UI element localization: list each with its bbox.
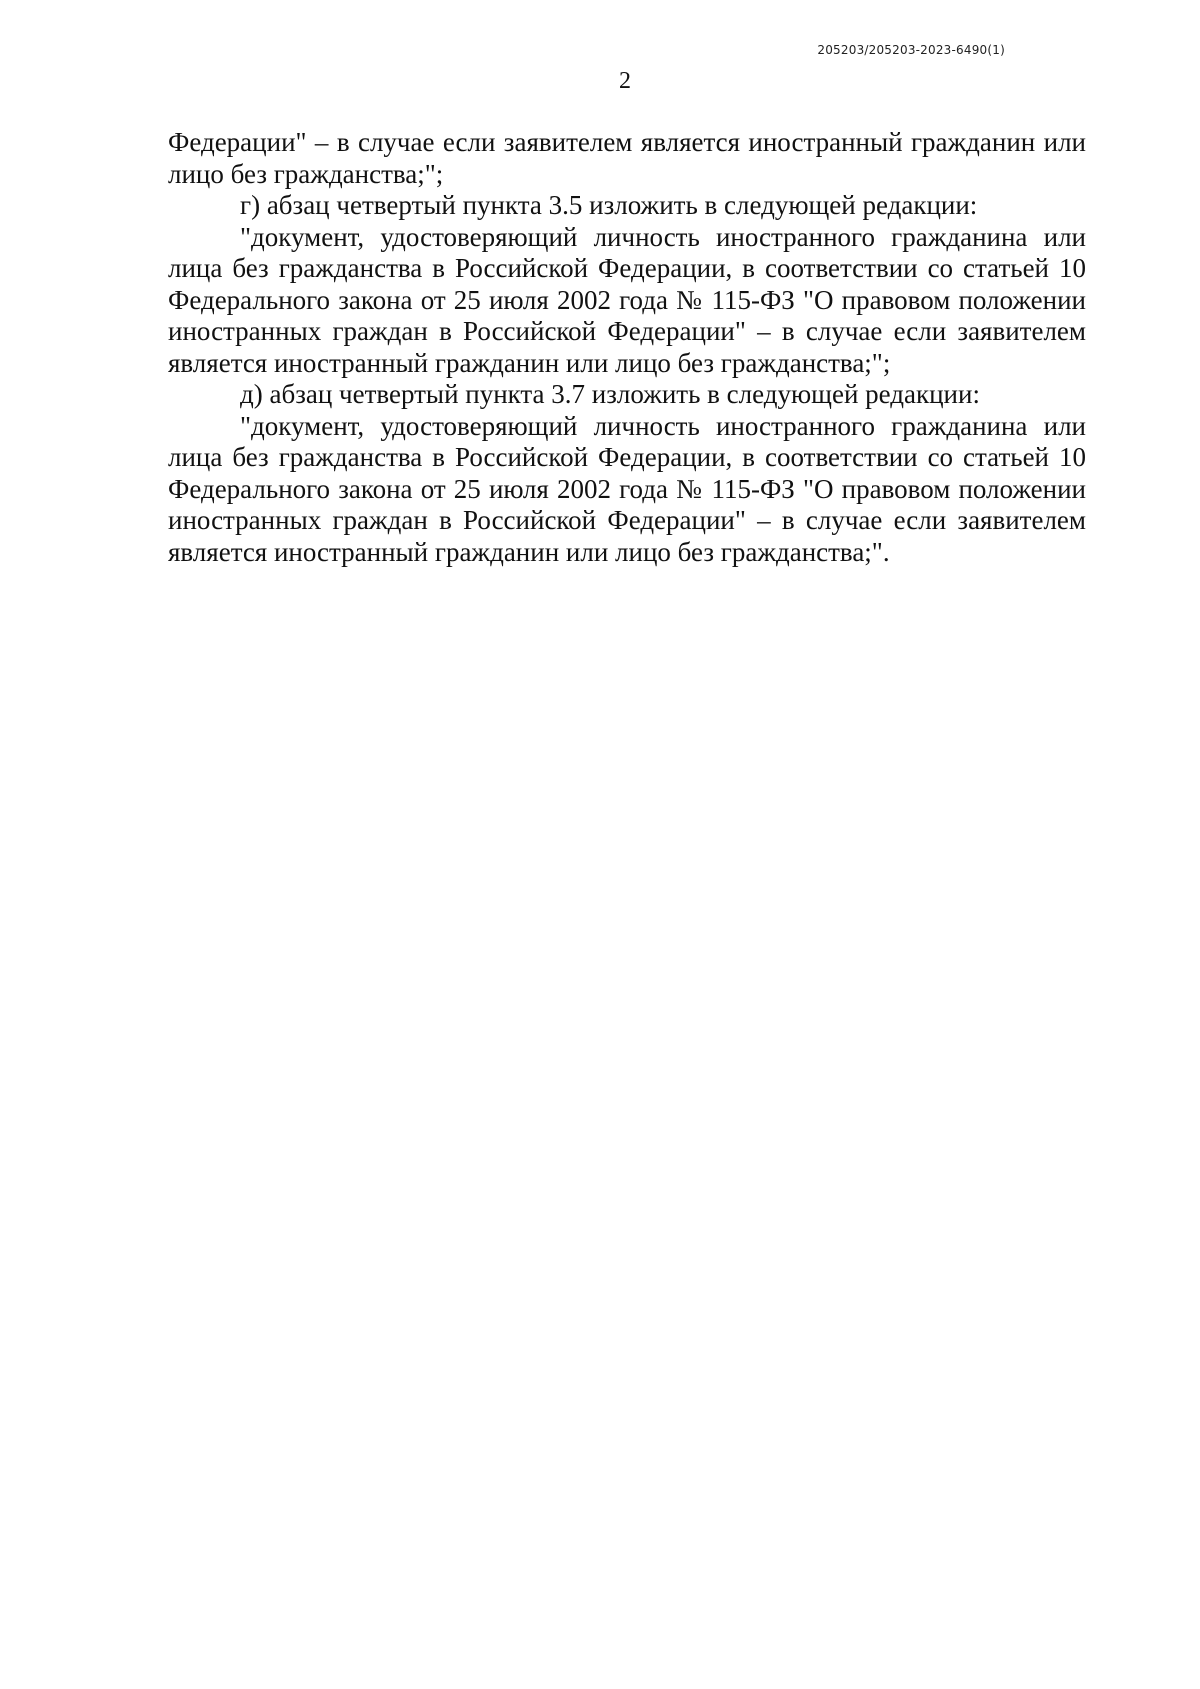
paragraph-quote-2: "документ, удостоверяющий личность иностранного гражданина или лица без гражданства в Российской Федерации, в соответствии со статьей 10 Федерального закона от 25 июля 2002 года № 115-ФЗ "О правовом положении иностранных граждан в Российской Федерации" – в случае если заявителем является иностранный гражданин или лицо без гражданства;". (168, 410, 1086, 567)
paragraph-item-g: г) абзац четвертый пункта 3.5 изложить в следующей редакции: (240, 190, 978, 220)
page-number: 2 (619, 68, 631, 94)
document-id: 205203/205203-2023-6490(1) (817, 43, 1005, 57)
paragraph-item-d: д) абзац четвертый пункта 3.7 изложить в следующей редакции: (240, 379, 980, 409)
document-body (168, 127, 1086, 568)
paragraph-continuation: Федерации" – в случае если заявителем является иностранный гражданин или лицо без гражданства;"; (168, 127, 1086, 189)
paragraph-quote-1: "документ, удостоверяющий личность иностранного гражданина или лица без гражданства в Российской Федерации, в соответствии со статьей 10 Федерального закона от 25 июля 2002 года № 115-ФЗ "О правовом положении иностранных граждан в Российской Федерации" – в случае если заявителем является иностранный гражданин или лицо без гражданства;"; (168, 221, 1086, 378)
